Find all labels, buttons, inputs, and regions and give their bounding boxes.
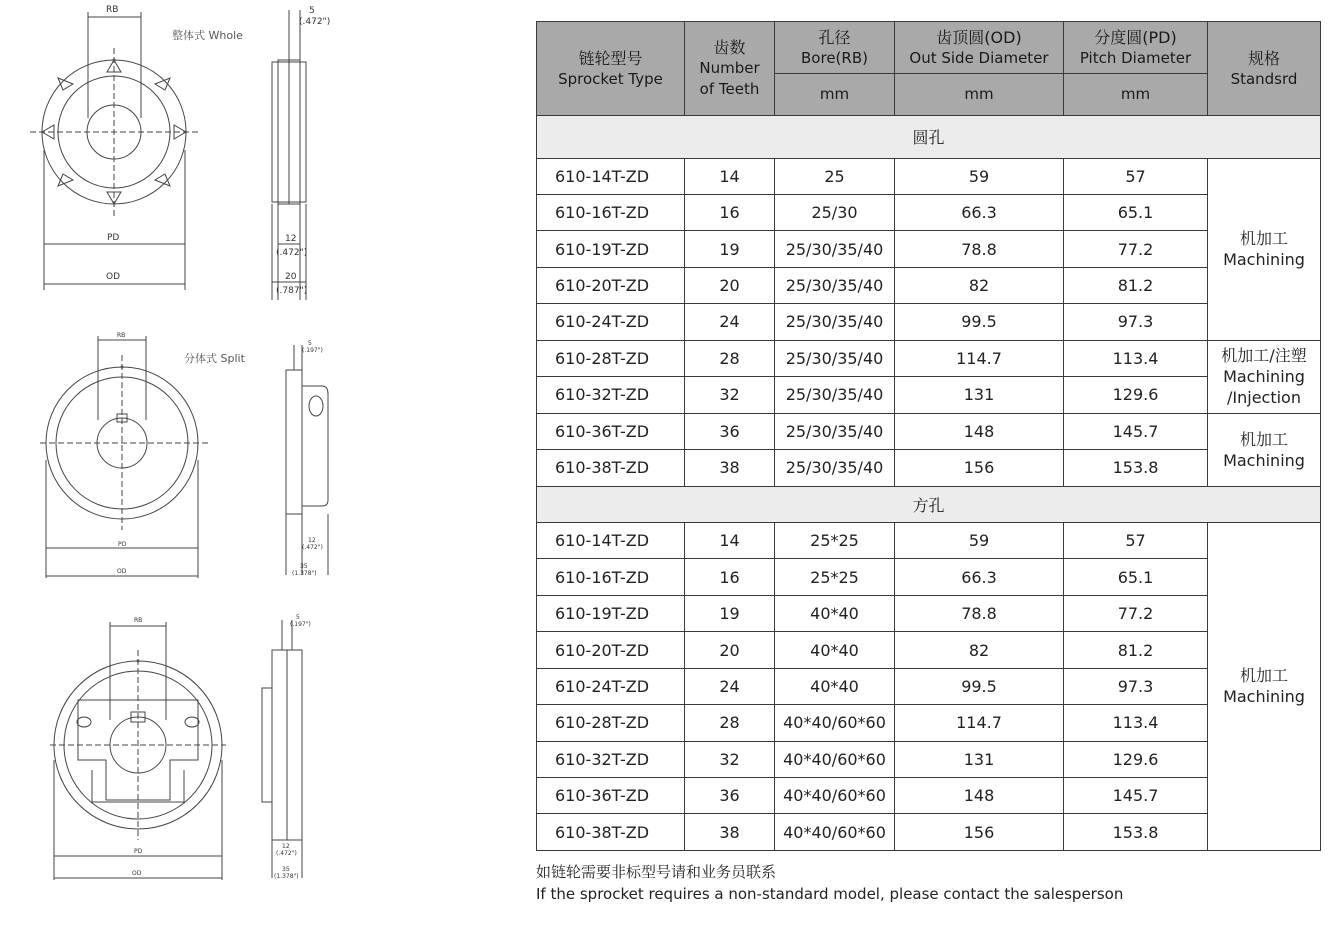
twenty-dimension: 20	[285, 272, 297, 282]
header-pd	[1064, 22, 1208, 74]
cell-od: 59	[895, 522, 1064, 558]
cell-od: 66.3	[895, 559, 1064, 595]
cell-bore: 25*25	[775, 559, 895, 595]
technical-drawings	[0, 0, 520, 950]
cell-teeth: 19	[685, 231, 775, 267]
cell-bore: 25*25	[775, 522, 895, 558]
header-teeth-cn: 齿数	[713, 38, 746, 57]
cell-od: 148	[895, 778, 1064, 814]
header-od	[895, 22, 1064, 74]
standard-machining-square	[1208, 522, 1321, 850]
header-od-cn: 齿顶圆(OD)	[936, 27, 1022, 47]
cell-bore: 40*40	[775, 668, 895, 704]
standard-machining-1-line-1: Machining	[1223, 250, 1305, 270]
cell-od: 99.5	[895, 668, 1064, 704]
sprocket-drawings-svg	[0, 0, 520, 950]
insert-5-dimension: 5	[296, 614, 300, 621]
header-bore-cn: 孔径	[818, 27, 851, 47]
cell-bore: 40*40	[775, 595, 895, 631]
table-row	[537, 450, 1321, 487]
unit-bore: mm	[775, 74, 895, 116]
header-type-en: Sprocket Type	[558, 69, 663, 88]
pd-dimension: PD	[107, 233, 120, 243]
cell-bore: 25/30/35/40	[775, 413, 895, 449]
od-dimension: OD	[106, 272, 121, 282]
whole-sprocket-front	[30, 12, 200, 290]
cell-od: 78.8	[895, 231, 1064, 267]
square-bore-section	[537, 486, 1321, 850]
cell-teeth: 20	[685, 267, 775, 303]
table-row	[537, 741, 1321, 777]
cell-pd: 153.8	[1064, 450, 1208, 487]
split-12-dimension: 12	[308, 537, 316, 544]
table-row	[537, 814, 1321, 851]
cell-type: 610-32T-ZD	[537, 377, 685, 413]
cell-od: 131	[895, 741, 1064, 777]
cell-bore: 25/30/35/40	[775, 340, 895, 376]
cell-bore: 25/30/35/40	[775, 304, 895, 340]
note-cn: 如链轮需要非标型号请和业务员联系	[536, 863, 777, 881]
insert-12-dimension: 12	[282, 843, 290, 850]
cell-bore: 25/30/35/40	[775, 450, 895, 487]
cell-teeth: 38	[685, 814, 775, 851]
split-sprocket-side	[286, 345, 328, 575]
insert-sprocket-side	[262, 620, 302, 878]
cell-pd: 57	[1064, 522, 1208, 558]
standard-machining-injection	[1208, 340, 1321, 413]
twenty-inch-dimension: (.787")	[276, 286, 308, 296]
header-type-cn: 链轮型号	[578, 48, 643, 68]
cell-pd: 97.3	[1064, 304, 1208, 340]
table-row	[537, 340, 1321, 376]
header-bore	[775, 22, 895, 74]
round-section-title: 圆孔	[537, 116, 1321, 159]
cell-teeth: 24	[685, 668, 775, 704]
cell-pd: 113.4	[1064, 340, 1208, 376]
split-rb-dimension: RB	[117, 332, 126, 339]
cell-bore: 40*40/60*60	[775, 778, 895, 814]
insert-pd-dimension: PD	[134, 848, 143, 855]
insert-rb-dimension: RB	[134, 617, 143, 624]
five-dimension: 5	[309, 6, 315, 16]
cell-teeth: 19	[685, 595, 775, 631]
cell-type: 610-20T-ZD	[537, 632, 685, 668]
header-teeth-en2: of Teeth	[699, 80, 760, 98]
cell-type: 610-14T-ZD	[537, 522, 685, 558]
cell-bore: 40*40/60*60	[775, 814, 895, 851]
table-row	[537, 632, 1321, 668]
cell-teeth: 14	[685, 158, 775, 194]
standard-machining-2	[1208, 413, 1321, 486]
cell-pd: 65.1	[1064, 559, 1208, 595]
cell-teeth: 28	[685, 340, 775, 376]
standard-machining-2-line-1: Machining	[1223, 450, 1305, 470]
cell-type: 610-14T-ZD	[537, 158, 685, 194]
cell-od: 156	[895, 814, 1064, 851]
table-row	[537, 668, 1321, 704]
note-en: If the sprocket requires a non-standard model, please contact the salesperson	[536, 885, 1124, 903]
square-section-title: 方孔	[537, 486, 1321, 522]
cell-teeth: 36	[685, 778, 775, 814]
table-row	[537, 522, 1321, 558]
split-35-inch-dimension: (1.378")	[292, 570, 317, 577]
cell-bore: 25/30/35/40	[775, 377, 895, 413]
cell-type: 610-36T-ZD	[537, 778, 685, 814]
cell-pd: 81.2	[1064, 632, 1208, 668]
split-5-inch-dimension: (.197")	[302, 347, 323, 354]
table-row	[537, 595, 1321, 631]
insert-35-dimension: 35	[282, 866, 290, 873]
cell-bore: 25/30/35/40	[775, 231, 895, 267]
cell-bore: 25/30/35/40	[775, 267, 895, 303]
table-row	[537, 158, 1321, 194]
cell-bore: 40*40/60*60	[775, 741, 895, 777]
cell-teeth: 20	[685, 632, 775, 668]
cell-bore: 25	[775, 158, 895, 194]
split-label: 分体式 Split	[184, 352, 245, 365]
whole-label: 整体式 Whole	[172, 29, 243, 42]
split-od-dimension: OD	[117, 568, 127, 575]
cell-teeth: 16	[685, 194, 775, 230]
round-bore-section	[537, 116, 1321, 487]
cell-od: 148	[895, 413, 1064, 449]
cell-pd: 77.2	[1064, 595, 1208, 631]
cell-type: 610-28T-ZD	[537, 340, 685, 376]
standard-machining-injection-line-2: /Injection	[1227, 388, 1301, 408]
table-row	[537, 559, 1321, 595]
header-teeth-en1: Number	[699, 59, 760, 77]
standard-machining-square-line-0: 机加工	[1239, 666, 1288, 686]
table-row	[537, 231, 1321, 267]
header-sprocket-type	[537, 22, 685, 116]
header-standard	[1208, 22, 1321, 116]
cell-type: 610-20T-ZD	[537, 267, 685, 303]
twelve-inch-dimension: (.472")	[276, 248, 308, 258]
cell-pd: 81.2	[1064, 267, 1208, 303]
cell-od: 59	[895, 158, 1064, 194]
five-inch-dimension: (.472")	[299, 17, 331, 27]
cell-od: 78.8	[895, 595, 1064, 631]
split-pd-dimension: PD	[118, 541, 127, 548]
cell-od: 99.5	[895, 304, 1064, 340]
cell-type: 610-16T-ZD	[537, 194, 685, 230]
cell-pd: 153.8	[1064, 814, 1208, 851]
split-35-dimension: 35	[300, 563, 308, 570]
cell-type: 610-24T-ZD	[537, 304, 685, 340]
standard-machining-2-line-0: 机加工	[1239, 429, 1288, 449]
cell-od: 131	[895, 377, 1064, 413]
standard-machining-square-line-1: Machining	[1223, 687, 1305, 707]
split-5-dimension: 5	[308, 340, 312, 347]
cell-type: 610-28T-ZD	[537, 705, 685, 741]
table-row	[537, 705, 1321, 741]
cell-type: 610-36T-ZD	[537, 413, 685, 449]
cell-type: 610-16T-ZD	[537, 559, 685, 595]
cell-pd: 129.6	[1064, 377, 1208, 413]
cell-pd: 57	[1064, 158, 1208, 194]
header-pd-en: Pitch Diameter	[1079, 48, 1192, 67]
table-row	[537, 304, 1321, 340]
rb-dimension: RB	[106, 5, 119, 15]
cell-pd: 97.3	[1064, 668, 1208, 704]
table-row	[537, 778, 1321, 814]
cell-pd: 129.6	[1064, 741, 1208, 777]
cell-type: 610-19T-ZD	[537, 231, 685, 267]
table-row	[537, 413, 1321, 449]
cell-teeth: 38	[685, 450, 775, 487]
cell-od: 82	[895, 267, 1064, 303]
unit-pd: mm	[1064, 74, 1208, 116]
cell-bore: 40*40	[775, 632, 895, 668]
unit-od: mm	[895, 74, 1064, 116]
cell-teeth: 32	[685, 377, 775, 413]
insert-12-inch-dimension: (.472")	[276, 850, 297, 857]
footnote	[536, 861, 1123, 905]
insert-35-inch-dimension: (1.378")	[274, 873, 299, 880]
cell-type: 610-32T-ZD	[537, 741, 685, 777]
cell-teeth: 28	[685, 705, 775, 741]
cell-pd: 77.2	[1064, 231, 1208, 267]
cell-pd: 65.1	[1064, 194, 1208, 230]
insert-od-dimension: OD	[132, 870, 142, 877]
cell-bore: 40*40/60*60	[775, 705, 895, 741]
header-od-en: Out Side Diameter	[909, 48, 1049, 67]
cell-teeth: 32	[685, 741, 775, 777]
cell-pd: 145.7	[1064, 778, 1208, 814]
cell-teeth: 16	[685, 559, 775, 595]
cell-teeth: 14	[685, 522, 775, 558]
cell-pd: 145.7	[1064, 413, 1208, 449]
cell-type: 610-19T-ZD	[537, 595, 685, 631]
twelve-dimension: 12	[285, 234, 297, 244]
cell-type: 610-38T-ZD	[537, 814, 685, 851]
table-row	[537, 194, 1321, 230]
cell-od: 82	[895, 632, 1064, 668]
header-std-cn: 规格	[1247, 48, 1280, 68]
sprocket-spec-table	[536, 21, 1321, 851]
table-row	[537, 267, 1321, 303]
header-pd-cn: 分度圆(PD)	[1094, 27, 1177, 47]
header-teeth	[685, 22, 775, 116]
insert-5-inch-dimension: (.197")	[290, 621, 311, 628]
cell-bore: 25/30	[775, 194, 895, 230]
header-std-en: Standsrd	[1230, 69, 1298, 88]
cell-teeth: 36	[685, 413, 775, 449]
cell-od: 114.7	[895, 705, 1064, 741]
cell-type: 610-24T-ZD	[537, 668, 685, 704]
cell-od: 114.7	[895, 340, 1064, 376]
split-12-inch-dimension: (.472")	[302, 544, 323, 551]
standard-machining-injection-line-0: 机加工/注塑	[1221, 346, 1307, 366]
standard-machining-1-line-0: 机加工	[1239, 229, 1288, 249]
standard-machining-injection-line-1: Machining	[1223, 367, 1305, 387]
cell-pd: 113.4	[1064, 705, 1208, 741]
cell-type: 610-38T-ZD	[537, 450, 685, 487]
cell-od: 156	[895, 450, 1064, 487]
header-bore-en: Bore(RB)	[801, 48, 868, 67]
cell-teeth: 24	[685, 304, 775, 340]
table-row	[537, 377, 1321, 413]
cell-od: 66.3	[895, 194, 1064, 230]
standard-machining-1	[1208, 158, 1321, 340]
